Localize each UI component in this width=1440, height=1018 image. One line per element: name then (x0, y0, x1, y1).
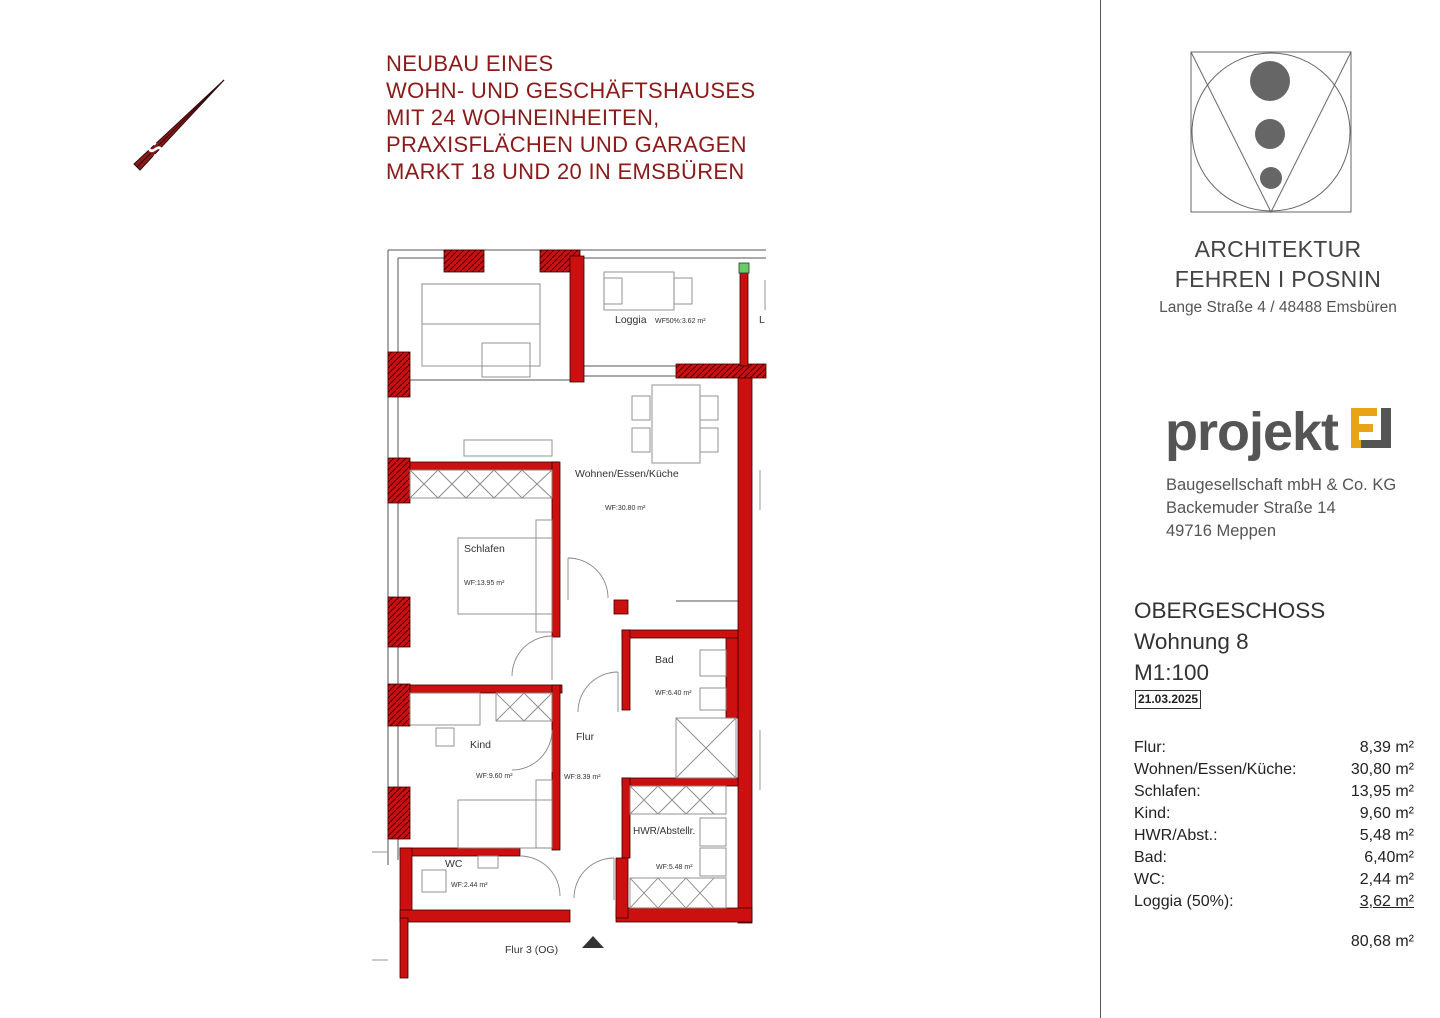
title-line: WOHN- UND GESCHÄFTSHAUSES (386, 78, 756, 103)
area-row (1134, 869, 1414, 891)
area-row (1134, 847, 1414, 869)
architect-name (1140, 234, 1416, 294)
room-name-schlafen: Schlafen (464, 543, 505, 555)
corridor-label: Flur 3 (OG) (505, 944, 559, 956)
project-title (386, 50, 846, 185)
area-label: Flur: (1134, 739, 1166, 756)
title-line: NEUBAU EINES (386, 51, 554, 76)
area-value: 8,39 m² (1359, 739, 1414, 756)
title-line: MIT 24 WOHNEINHEITEN, (386, 105, 660, 130)
date-stamp: 21.03.2025 (1135, 690, 1201, 709)
floor-plan (360, 240, 780, 985)
north-arrow-icon (128, 78, 232, 178)
architect-address: Lange Straße 4 / 48488 Emsbüren (1159, 299, 1397, 316)
area-row (1134, 803, 1414, 825)
room-area-hwr: WF:5.48 m² (656, 864, 693, 871)
compass-label: S (143, 137, 169, 163)
room-area-wohnen: WF:30.80 m² (605, 505, 646, 512)
room-name-hwr: HWR/Abstellr. (633, 826, 696, 837)
room-name-wohnen: Wohnen/Essen/Küche (575, 468, 679, 480)
title-line: MARKT 18 UND 20 IN EMSBÜREN (386, 159, 745, 184)
floor-name: OBERGESCHOSS (1134, 598, 1326, 623)
area-value: 5,48 m² (1359, 827, 1414, 844)
area-value: 9,60 m² (1359, 805, 1414, 822)
room-name-flur: Flur (576, 731, 595, 743)
area-label: Kind: (1134, 805, 1171, 822)
room-area-wc: WF:2.44 m² (451, 882, 488, 889)
room-area-kind: WF:9.60 m² (476, 773, 513, 780)
developer-city: 49716 Meppen (1166, 522, 1277, 540)
area-label: HWR/Abst.: (1134, 827, 1218, 844)
area-label: Schlafen: (1134, 783, 1201, 800)
developer-company: Baugesellschaft mbH & Co. KG (1166, 476, 1397, 494)
area-label: Bad: (1134, 849, 1167, 866)
area-table (1134, 737, 1414, 913)
area-value: 2,44 m² (1359, 871, 1414, 888)
room-name-wc: WC (445, 858, 463, 870)
area-row (1134, 825, 1414, 847)
area-value: 3,62 m² (1359, 893, 1414, 910)
room-name-loggia: Loggia (615, 314, 647, 326)
e-mark-icon (1351, 408, 1391, 448)
unit-name: Wohnung 8 (1134, 629, 1249, 654)
area-row (1134, 891, 1414, 913)
room-area-loggia: WF50%:3.62 m² (655, 318, 706, 325)
area-total: 80,68 m² (1350, 933, 1414, 950)
sheet-info (1134, 595, 1325, 688)
area-label: WC: (1134, 871, 1166, 888)
room-area-flur: WF:8.39 m² (564, 774, 601, 781)
room-name-bad: Bad (655, 654, 674, 666)
room-area-bad: WF:6.40 m² (655, 690, 692, 697)
scale: M1:100 (1134, 660, 1210, 685)
architect-line2: FEHREN I POSNIN (1174, 266, 1382, 292)
developer-street: Backemuder Straße 14 (1166, 499, 1336, 517)
area-label: Loggia (50%): (1134, 893, 1234, 910)
title-line: PRAXISFLÄCHEN UND GARAGEN (386, 132, 747, 157)
room-name-kind: Kind (470, 739, 492, 751)
triangle-circles-logo-icon (1190, 51, 1352, 214)
area-value: 30,80 m² (1350, 761, 1414, 778)
area-label: Wohnen/Essen/Küche: (1134, 761, 1297, 778)
room-name-neighbor: L (759, 314, 765, 326)
room-area-schlafen: WF:13.95 m² (464, 580, 505, 587)
area-row (1134, 781, 1414, 803)
developer-address (1166, 474, 1396, 543)
area-row (1134, 759, 1414, 781)
area-value: 13,95 m² (1350, 783, 1414, 800)
architect-line1: ARCHITEKTUR (1194, 236, 1362, 262)
sidebar-divider (1100, 0, 1101, 1018)
area-value: 6,40m² (1364, 849, 1414, 866)
developer-logo (1165, 402, 1405, 462)
area-row (1134, 737, 1414, 759)
developer-brand: projekt (1165, 402, 1339, 462)
